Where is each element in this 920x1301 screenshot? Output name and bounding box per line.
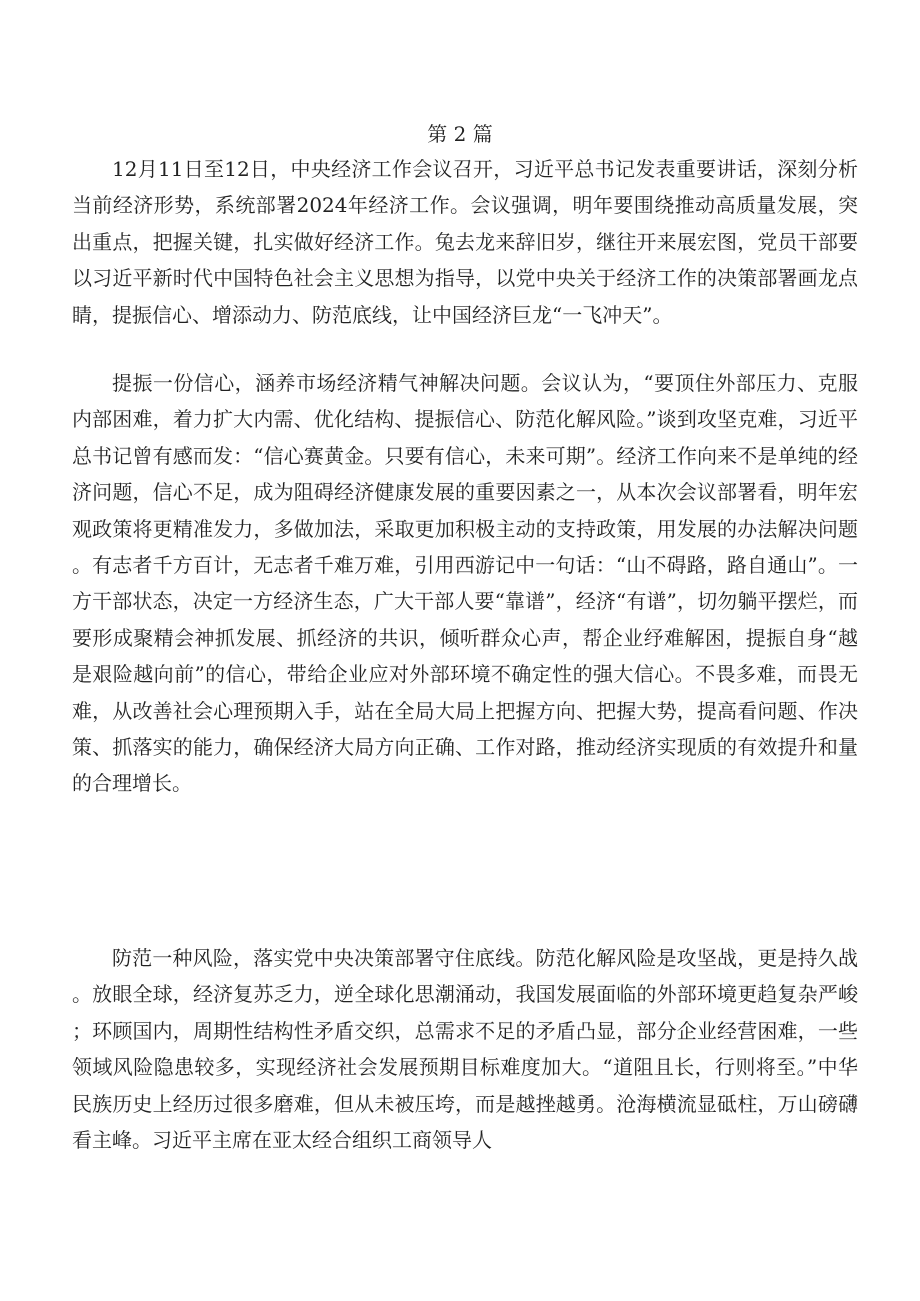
- paragraph-3: 防范一种风险，落实党中央决策部署守住底线。防范化解风险是攻坚战，更是持久战。放眼全球，经济复苏乏力，逆全球化思潮涌动，我国发展面临的外部环境更趋复杂严峻；环顾国内，周期性结构性矛盾交织，总需求不足的矛盾凸显，部分企业经营困难，一些领域风险隐患较多，实现经济社会发展预期目标难度加大。“道阻且长，行则将至。”中华民族历史上经历过很多磨难，但从未被压垮，而是越挫越勇。沧海横流显砥柱，万山磅礴看主峰。习近平主席在亚太经合组织工商领导人: [72, 946, 858, 1153]
- paragraph-2: 提振一份信心，涵养市场经济精气神解决问题。会议认为，“要顶住外部压力、克服内部困难，着力扩大内需、优化结构、提振信心、防范化解风险。”谈到攻坚克难，习近平总书记曾有感而发：“信心赛黄金。只要有信心，未来可期”。经济工作向来不是单纯的经济问题，信心不足，成为阻碍经济健康发展的重要因素之一，从本次会议部署看，明年宏观政策将更精准发力，多做加法，采取更加积极主动的支持政策，用发展的办法解决问题。有志者千方百计，无志者千难万难，引用西游记中一句话：“山不碍路，路自通山”。一方干部状态，决定一方经济生态，广大干部人要“靠谱”，经济“有谱”，切勿躺平摆烂，而要形成聚精会神抓发展、抓经济的共识，倾听群众心声，帮企业纾难解困，提振自身“越是艰险越向前”的信心，带给企业应对外部环境不确定性的强大信心。不畏多难，而畏无难，从改善社会心理预期入手，站在全局大局上把握方向、把握大势，提高看问题、作决策、抓落实的能力，确保经济大局方向正确、工作对路，推动经济实现质的有效提升和量的合理增长。: [72, 371, 858, 796]
- page-title: 第 2 篇: [427, 122, 493, 146]
- paragraph-1: 12月11日至12日，中央经济工作会议召开，习近平总书记发表重要讲话，深刻分析当前经济形势，系统部署2024年经济工作。会议强调，明年要围绕推动高质量发展，突出重点，把握关键，扎实做好经济工作。兔去龙来辞旧岁，继往开来展宏图，党员干部要以习近平新时代中国特色社会主义思想为指导，以党中央关于经济工作的决策部署画龙点睛，提振信心、增添动力、防范底线，让中国经济巨龙“一飞冲天”。: [72, 157, 858, 327]
